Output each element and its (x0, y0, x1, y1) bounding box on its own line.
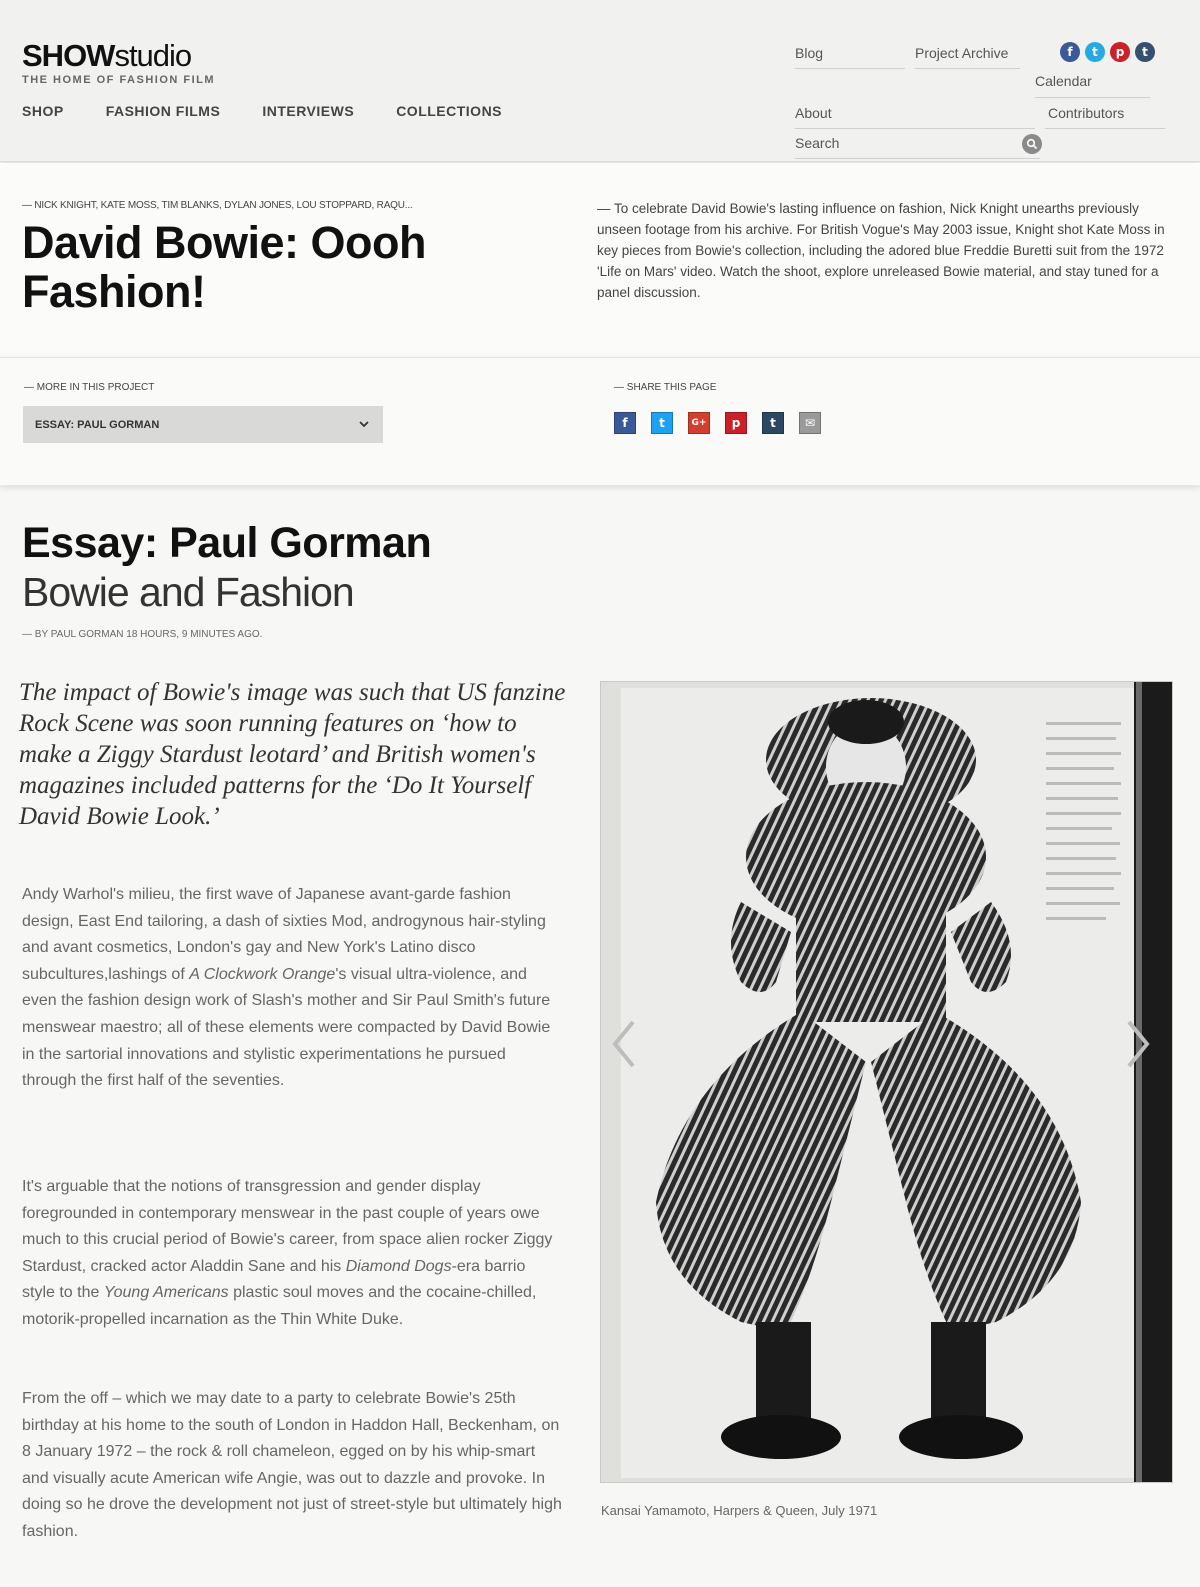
util-calendar-link[interactable]: Calendar (1035, 73, 1092, 89)
nav-shop[interactable]: SHOP (22, 103, 64, 119)
divider (1045, 128, 1165, 129)
logo-tagline: THE HOME OF FASHION FILM (22, 74, 216, 86)
project-credits[interactable]: — NICK KNIGHT, KATE MOSS, TIM BLANKS, DYLAN JONES, LOU STOPPARD, RAQU... (22, 200, 413, 211)
share-twitter-icon[interactable]: t (651, 412, 673, 434)
project-title (22, 218, 542, 316)
article-title: Essay: Paul Gorman (22, 519, 432, 567)
text-span: plastic soul moves and the cocaine-chilled, motorik-propelled incarnation as the Thin White Duke. (22, 1284, 537, 1328)
nav-fashion-films[interactable]: FASHION FILMS (105, 103, 221, 119)
site-logo[interactable] (22, 40, 215, 86)
project-section-select[interactable] (23, 406, 383, 443)
article-paragraph-1 (22, 882, 562, 1095)
share-email-icon[interactable]: ✉ (799, 412, 821, 434)
twitter-icon[interactable]: t (1085, 42, 1105, 62)
divider (795, 158, 1040, 159)
project-title-line2: Fashion! (22, 266, 206, 317)
text-span: 's visual ultra-violence, and even the fashion design work of Slash's mother and Sir Paul Smith's future menswear maestro; all of these elements were compacted by David Bowie in the sartorial innovations and stylistic experimentations he pursued through the first half of the seventies. (22, 965, 551, 1090)
logo-bold: SHOW (22, 38, 115, 73)
text-span: -era barrio style to the (22, 1257, 526, 1302)
facebook-icon[interactable]: f (1060, 42, 1080, 62)
share-googleplus-icon[interactable]: G+ (688, 412, 710, 434)
util-blog-link[interactable]: Blog (795, 45, 824, 61)
share-buttons (614, 412, 821, 434)
divider (915, 68, 1020, 69)
pinterest-icon[interactable]: p (1110, 42, 1130, 62)
social-links (1060, 42, 1155, 62)
nav-collections[interactable]: COLLECTIONS (396, 103, 503, 119)
nav-interviews[interactable]: INTERVIEWS (262, 103, 355, 119)
logo-light: studio (114, 38, 192, 73)
share-label: — SHARE THIS PAGE (614, 382, 717, 393)
image-caption: Kansai Yamamoto, Harpers & Queen, July 1971 (601, 1503, 878, 1518)
util-contributors-link[interactable]: Contributors (1048, 105, 1125, 121)
share-facebook-icon[interactable]: f (614, 412, 636, 434)
share-tumblr-icon[interactable]: t (762, 412, 784, 434)
project-description: — To celebrate David Bowie's lasting influence on fashion, Nick Knight unearths previously unseen footage from his archive. For British Vogue's May 2003 issue, Knight shot Kate Moss in key pieces from Bowie's collection, including the adored blue Freddie Buretti suit from the 1972 'Life on Mars' video. Watch the shoot, explore unreleased Bowie material, and stay tuned for a panel discussion. (597, 201, 1165, 300)
divider (795, 68, 905, 69)
tumblr-icon[interactable]: t (1135, 42, 1155, 62)
util-project-archive-link[interactable]: Project Archive (915, 45, 1009, 61)
article-paragraph-3: From the off – which we may date to a party to celebrate Bowie's 25th birthday at his home to the south of London in Haddon Hall, Beckenham, on 8 January 1972 – the rock & roll chameleon, egged on by his whip-smart and visually acute American wife Angie, was out to dazzle and provoke. In doing so he drove the development not just of street-style but ultimately high fashion. (22, 1390, 562, 1540)
pull-quote: The impact of Bowie's image was such that US fanzine Rock Scene was soon running features on ‘how to make a Ziggy Stardust leotard’ and British women's magazines included patterns for the ‘Do It Yourself David Bowie Look.’ (19, 679, 566, 830)
article-subtitle: Bowie and Fashion (22, 569, 354, 615)
text-italic: Young Americans (103, 1284, 229, 1302)
text-span: Andy Warhol's milieu, the first wave of Japanese avant-garde fashion design, East End tailoring, a dash of sixties Mod, androgynous hair-styling and avant cosmetics, London's gay and New York's Latino disco subcultures,lashings of (22, 886, 546, 983)
search-icon[interactable] (1022, 134, 1042, 154)
main-nav (22, 103, 544, 119)
article-image-carousel[interactable] (600, 681, 1173, 1483)
text-span: It's arguable that the notions of transgression and gender display foregrounded in contemporary menswear in the past couple of years owe much to this crucial period of Bowie's career, from space alien rocker Ziggy Stardust, cracked actor Aladdin Sane and his (22, 1178, 553, 1275)
divider (795, 128, 1035, 129)
text-italic: A Clockwork Orange (189, 965, 336, 983)
search-input[interactable]: Search (795, 135, 840, 151)
share-pinterest-icon[interactable]: p (725, 412, 747, 434)
divider (1035, 97, 1150, 98)
text-italic: Diamond Dogs (345, 1257, 452, 1275)
util-about-link[interactable]: About (795, 105, 832, 121)
project-title-line1: David Bowie: Oooh (22, 217, 427, 268)
article-byline: — BY PAUL GORMAN 18 HOURS, 9 MINUTES AGO. (22, 629, 263, 640)
article-paragraph-2 (22, 1174, 562, 1334)
chevron-down-icon (359, 419, 369, 431)
select-value: ESSAY: PAUL GORMAN (35, 418, 160, 431)
more-in-project-label: — MORE IN THIS PROJECT (24, 382, 155, 393)
magazine-photo (601, 682, 1173, 1483)
